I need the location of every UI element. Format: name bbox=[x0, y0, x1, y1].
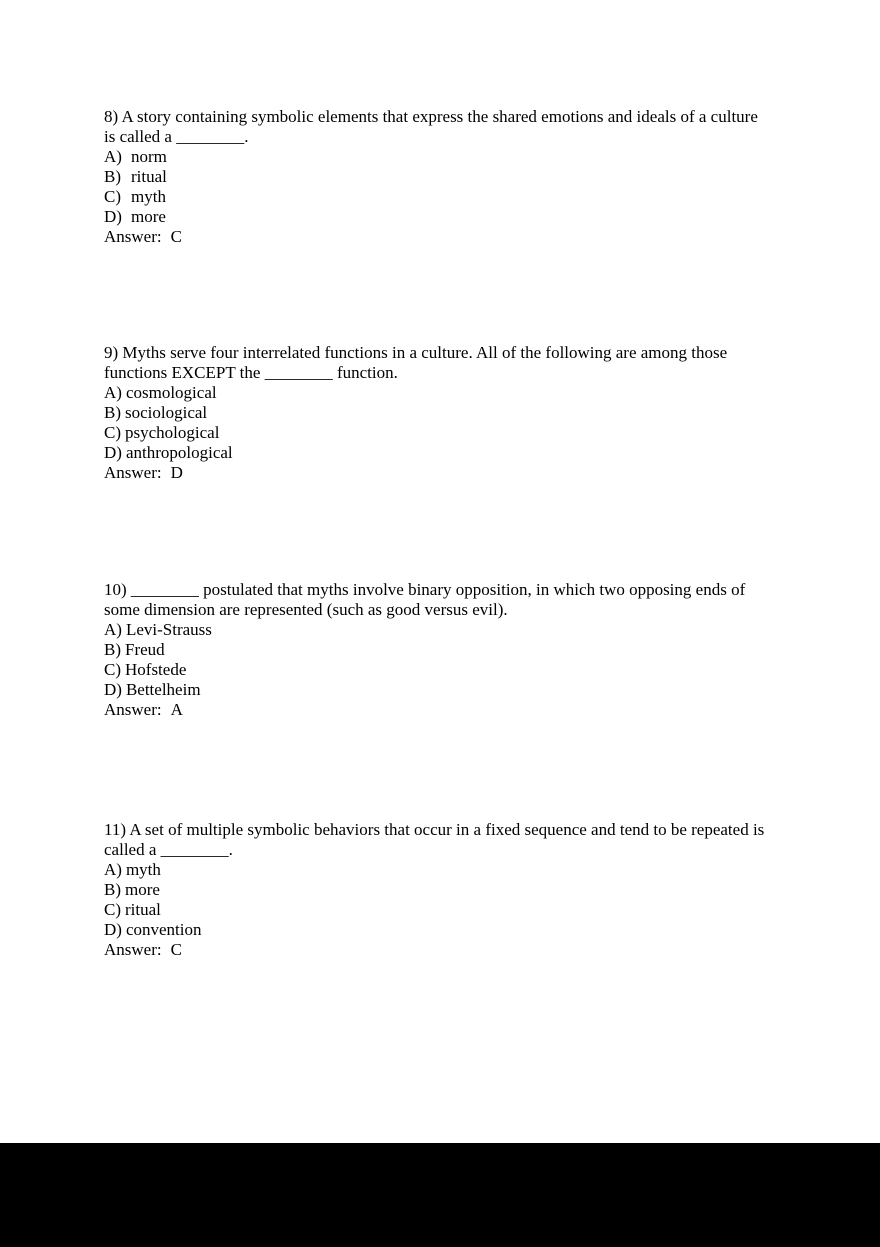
answer-value: A bbox=[170, 700, 183, 719]
answer-value: D bbox=[170, 463, 183, 482]
question-9-option-c bbox=[104, 423, 727, 443]
question-10-stem-line-2: some dimension are represented (such as good versus evil). bbox=[104, 600, 508, 619]
option-letter: B) bbox=[104, 167, 121, 186]
question-11-stem-line-2: called a ________. bbox=[104, 840, 233, 859]
option-text: Hofstede bbox=[125, 660, 187, 679]
answer-label: Answer: bbox=[104, 227, 162, 246]
option-letter: C) bbox=[104, 423, 121, 442]
question-8-stem-line-2: is called a ________. bbox=[104, 127, 249, 146]
question-10-option-c bbox=[104, 660, 745, 680]
question-11-stem-line-1: 11) A set of multiple symbolic behaviors that occur in a fixed sequence and tend to be repeated is bbox=[104, 820, 765, 839]
question-10-option-a bbox=[104, 620, 745, 640]
answer-value: C bbox=[170, 940, 182, 959]
question-9 bbox=[104, 343, 727, 483]
question-8-option-c bbox=[104, 187, 758, 207]
question-11-option-b bbox=[104, 880, 764, 900]
question-9-stem-line-2: functions EXCEPT the ________ function. bbox=[104, 363, 398, 382]
option-text: norm bbox=[131, 147, 167, 166]
answer-label: Answer: bbox=[104, 700, 162, 719]
option-letter: A) bbox=[104, 147, 122, 166]
option-letter: B) bbox=[104, 880, 121, 899]
option-text: myth bbox=[125, 860, 161, 879]
question-9-answer-line bbox=[104, 463, 727, 483]
question-9-stem-line-1: 9) Myths serve four interrelated functions in a culture. All of the following are among those bbox=[104, 343, 728, 362]
option-letter: D) bbox=[104, 680, 122, 699]
question-8-option-b bbox=[104, 167, 758, 187]
question-11-option-a bbox=[104, 860, 764, 880]
question-10 bbox=[104, 580, 745, 720]
option-text: myth bbox=[131, 187, 166, 206]
option-letter: D) bbox=[104, 920, 122, 939]
option-text: Bettelheim bbox=[125, 680, 201, 699]
option-text: Freud bbox=[125, 640, 165, 659]
bottom-black-bar bbox=[0, 1143, 880, 1247]
question-11-answer-line bbox=[104, 940, 764, 960]
option-text: Levi-Strauss bbox=[125, 620, 212, 639]
option-text: more bbox=[131, 207, 166, 226]
question-8-option-a bbox=[104, 147, 758, 167]
option-letter: A) bbox=[104, 620, 122, 639]
question-9-option-d bbox=[104, 443, 727, 463]
option-text: cosmological bbox=[125, 383, 217, 402]
option-letter: A) bbox=[104, 860, 122, 879]
question-10-option-d bbox=[104, 680, 745, 700]
question-8-answer-line bbox=[104, 227, 758, 247]
question-11-option-c bbox=[104, 900, 764, 920]
option-text: convention bbox=[125, 920, 202, 939]
question-9-option-b bbox=[104, 403, 727, 423]
question-11 bbox=[104, 820, 764, 960]
option-letter: D) bbox=[104, 443, 122, 462]
option-letter: C) bbox=[104, 187, 121, 206]
question-9-option-a bbox=[104, 383, 727, 403]
option-letter: B) bbox=[104, 403, 121, 422]
option-text: ritual bbox=[125, 900, 161, 919]
option-text: more bbox=[125, 880, 160, 899]
option-text: psychological bbox=[125, 423, 220, 442]
option-letter: D) bbox=[104, 207, 122, 226]
answer-label: Answer: bbox=[104, 940, 162, 959]
question-11-option-d bbox=[104, 920, 764, 940]
option-letter: C) bbox=[104, 660, 121, 679]
option-letter: A) bbox=[104, 383, 122, 402]
option-text: ritual bbox=[131, 167, 167, 186]
option-text: sociological bbox=[125, 403, 208, 422]
question-10-stem-line-1: 10) ________ postulated that myths involve binary opposition, in which two opposing ends of bbox=[104, 580, 746, 599]
answer-label: Answer: bbox=[104, 463, 162, 482]
question-10-option-b bbox=[104, 640, 745, 660]
option-text: anthropological bbox=[125, 443, 233, 462]
answer-value: C bbox=[170, 227, 182, 246]
option-letter: B) bbox=[104, 640, 121, 659]
question-8-option-d bbox=[104, 207, 758, 227]
option-letter: C) bbox=[104, 900, 121, 919]
question-8 bbox=[104, 107, 758, 247]
question-8-stem-line-1: 8) A story containing symbolic elements that express the shared emotions and ideals of a culture bbox=[104, 107, 758, 126]
question-10-answer-line bbox=[104, 700, 745, 720]
